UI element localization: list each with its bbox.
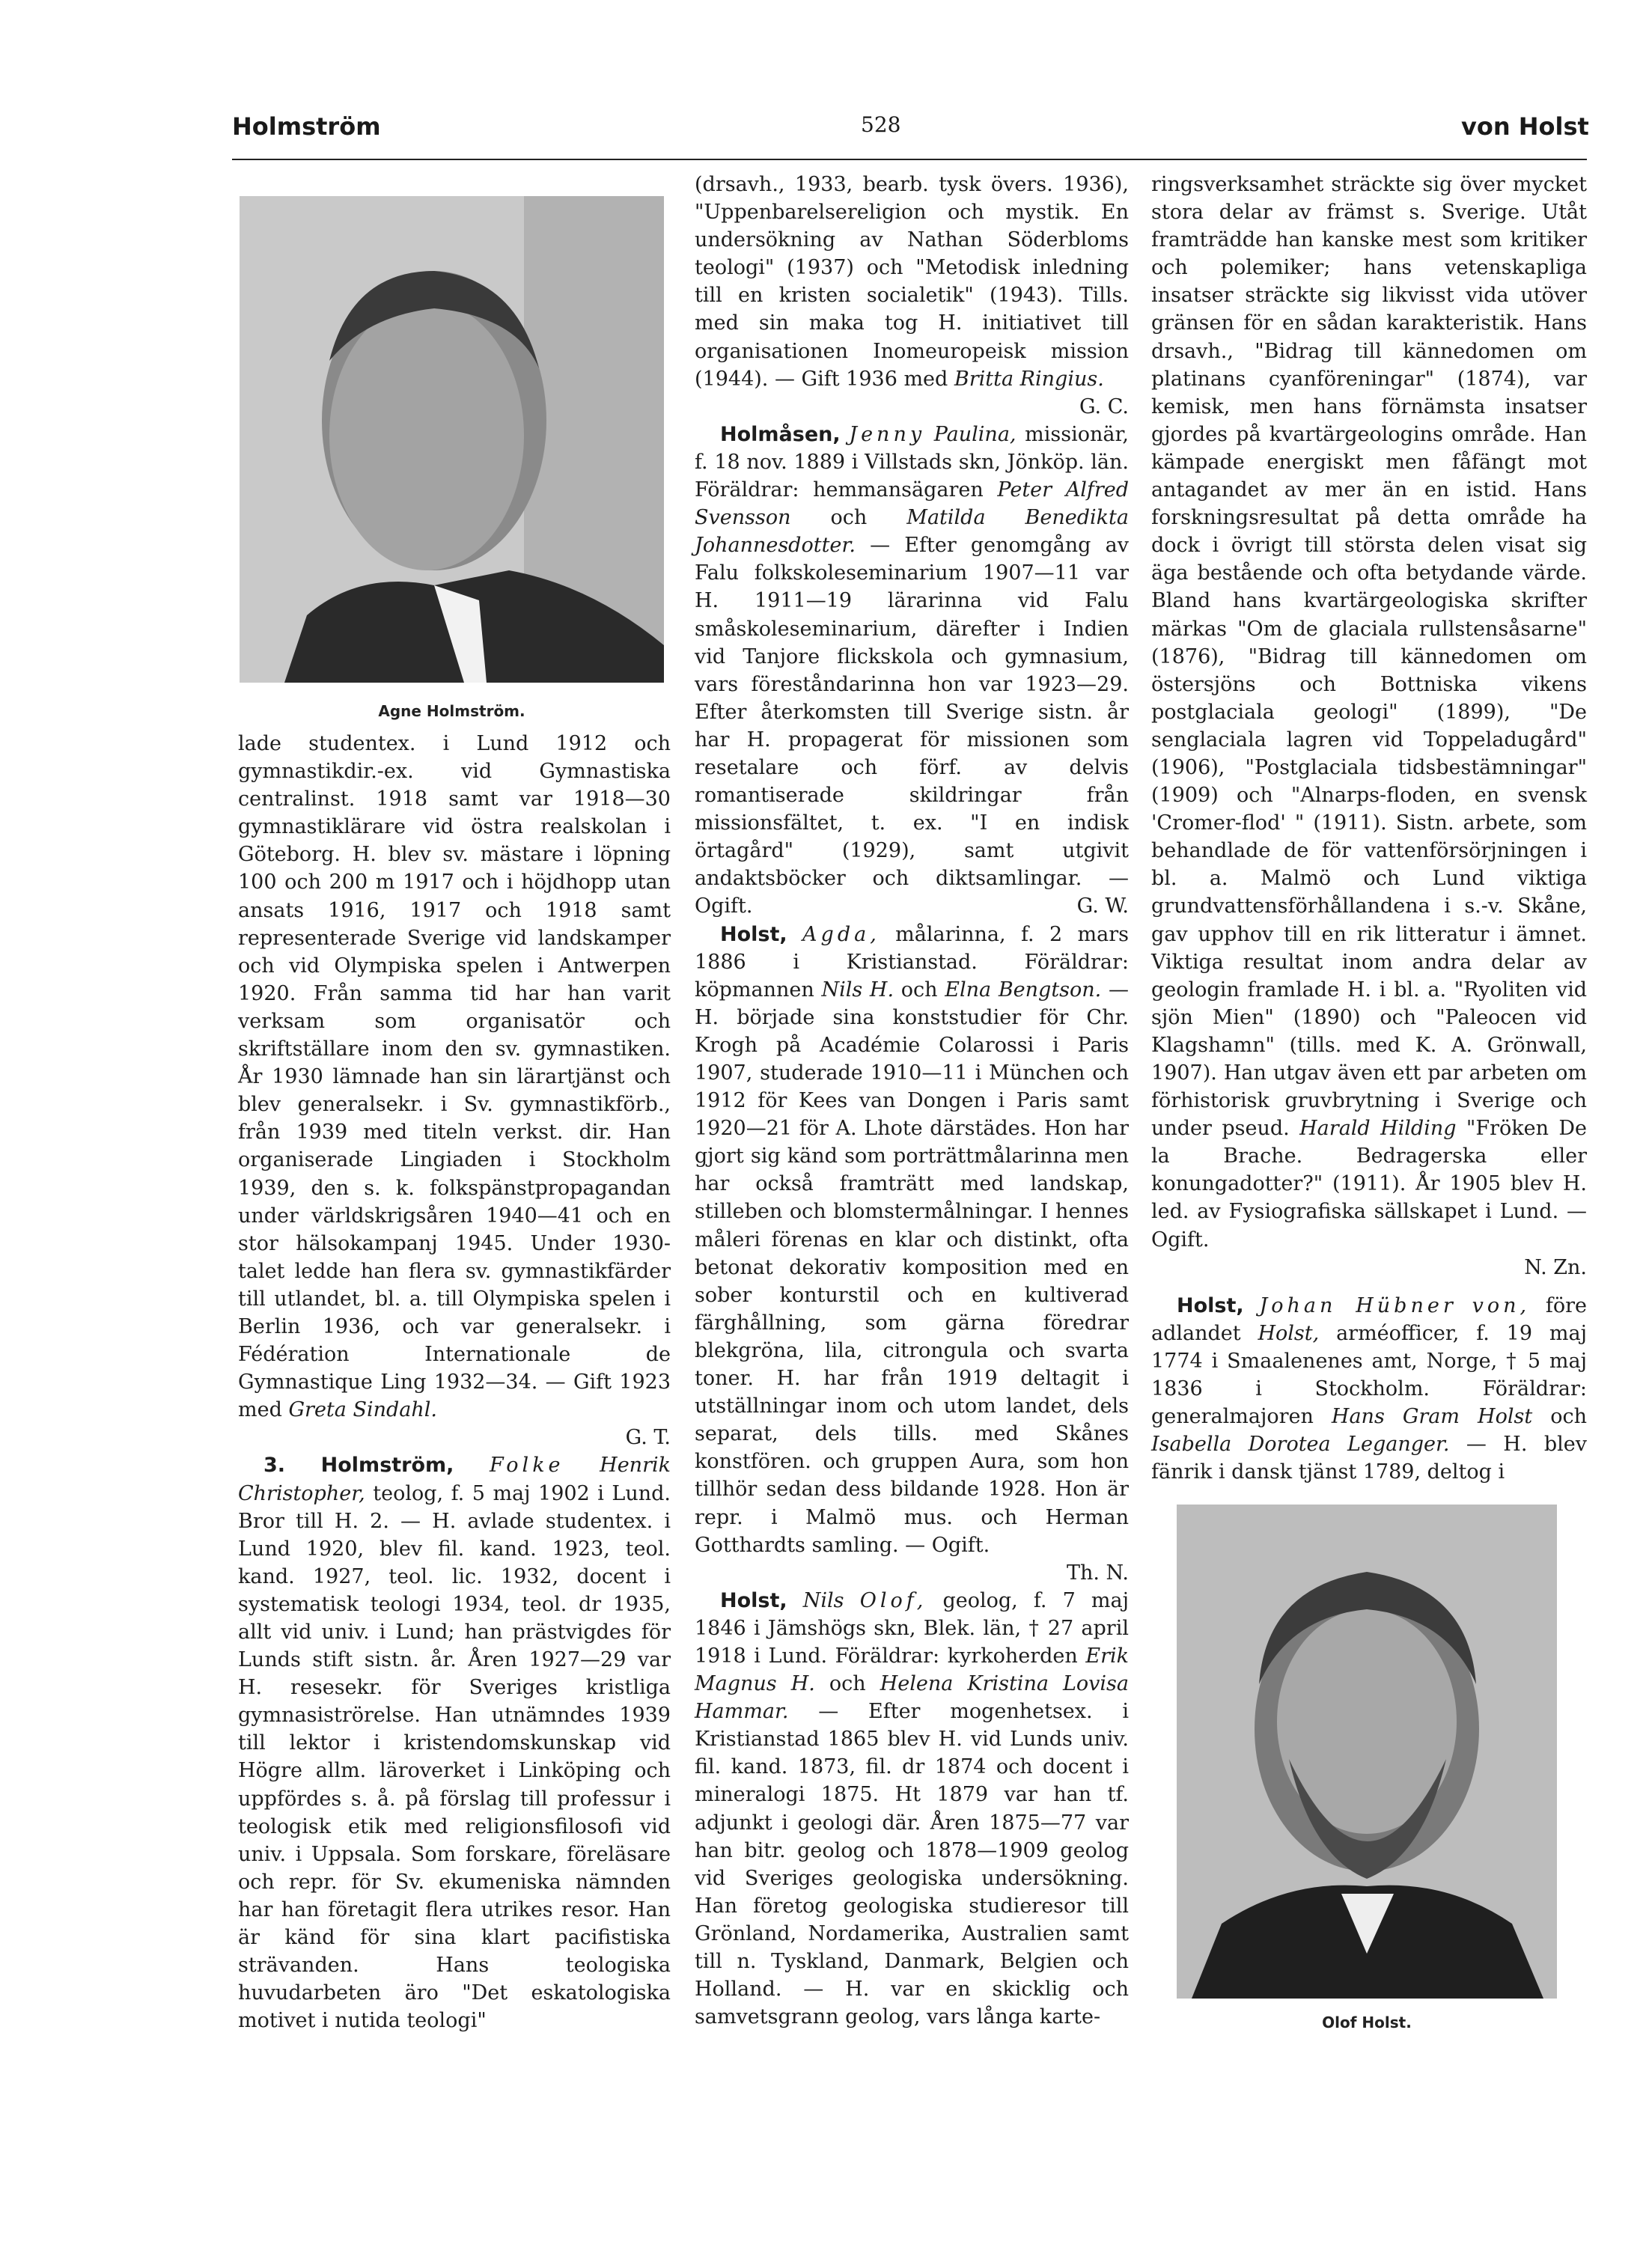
photo-caption-2: Olof Holst. xyxy=(1322,2013,1412,2031)
entry-agda-holst xyxy=(695,921,1129,1587)
entry-given-name-2: Paulina, xyxy=(933,422,1017,446)
mother-name: Elna Bengtson. xyxy=(945,978,1102,1002)
mother-name: Isabella Dorotea Leganger. xyxy=(1151,1433,1450,1457)
entry-headword: Holmåsen, xyxy=(720,422,841,446)
paragraph-text-2: "Fröken De la Brache. Bedragerska eller konungadotter?" (1911). År 1905 blev H. led. av Fysiografiska sällskapet i Lund. — Ogift. xyxy=(1151,1117,1587,1252)
entry-given-name-2: Olof, xyxy=(859,1588,927,1612)
mother-name: Helena Kristina Lovisa Hammar. xyxy=(695,1672,1129,1724)
entry-given-name-2: Henrik Christopher, xyxy=(238,1454,671,1505)
running-head-right: von Holst xyxy=(1461,112,1589,141)
paragraph-text: geolog, f. 7 maj 1846 i Jämshögs skn, Blek. län, † 27 april 1918 i Lund. Föräldrar: kyrkoherden xyxy=(695,1588,1129,1668)
column-3 xyxy=(1151,171,1587,1486)
paragraph-text-2: — Efter mogenhetsex. i Kristianstad 1865 blev H. vid Lunds univ. fil. kand. 1873, fil. dr 1874 och docent i mineralogi 1875. Ht 1879 var han tf. adjunkt i geologi där. Åren 1875—77 var han bitr. geolog och 1878—1909 geolog vid Sveriges geologiska undersökning. Han företog geologiska studieresor till Grönland, Nordamerika, Australien samt till n. Tyskland, Danmark, Belgien och Holland. — H. var en skicklig och samvetsgrann geolog, vars långa karte- xyxy=(695,1700,1129,2029)
running-head-left: Holmström xyxy=(232,112,381,141)
father-name: Peter Alfred Svensson xyxy=(695,478,1129,530)
page-number: 528 xyxy=(861,112,901,137)
paragraph-text: ringsverksamhet sträckte sig över mycket stora delar av främst s. Sverige. Utåt framträdde han kanske mest som kritiker och polemiker; hans vetenskapliga insatser sträckte sig likvisst vida utöver gränsen för en sådan karakteristik. Hans drsavh., "Bidrag till kännedomen om platinans cyanföreningar" (1874), var kemisk, men hans förnämsta insatser gjordes på kvartärgeologins område. Han kämpade energiskt men fåfängt mot antagandet av mer än en istid. Hans forskningsresultat på detta område ha dock i övrigt till största delen visat sig äga bestående och ofta betydande värde. Bland hans kvartärgeologiska skrifter märkas "Om de glaciala rullstensåsarne" (1876), "Bidrag till kännedomen om östersjöns och Bottniska vikens postglaciala geologi" (1899), "De senglaciala lagren vid Toppeladugård" (1906), "Postglaciala tidsbestämningar" (1909) och "Alnarps-floden, en svensk 'Cromer-flod' " (1911). Sistn. arbete, som behandlade de för vattenförsörjningen i bl. a. Malmö och Lund viktiga grundvattensförhållandena i s.-v. Skåne, gav upphov till en rik litteratur i ämnet. Viktiga resultat inom andra delar av geologin framlade H. i bl. a. "Ryoliten vid sjön Mien" (1890) och "Paleocen vid Klagshamn" (tills. med K. A. Grönwall, 1907). Han utgav även ett par arbeten om förhistorisk gruvbrytning i Sverige och under pseud. xyxy=(1151,173,1587,1141)
entry-jenny-holmasen xyxy=(695,421,1129,921)
article-continuation xyxy=(1151,171,1587,1281)
author-signature: Th. N. xyxy=(1066,1561,1129,1585)
entry-given-name: Jenny xyxy=(849,422,926,446)
spouse-name: Britta Ringius. xyxy=(954,367,1104,391)
paragraph-text-2: arméofficer, f. 19 maj 1774 i Smaalenenes amt, Norge, † 5 maj 1836 i Stockholm. Föräldrar: generalmajoren xyxy=(1151,1321,1587,1429)
article-continuation xyxy=(695,171,1129,418)
paragraph-text-2: — Efter genomgång av Falu folkskoleseminarium 1907—11 var H. 1911—19 lärarinna vid Falu småskoleseminarium, därefter i Indien vid Tanjore flickskola och gymnasium, vars föreståndarinna hon var 1923—29. Efter återkomsten till Sverige sistn. år har H. propagerat för missionen som resetalare och förf. av delvis romantiserade skildringar från missionsfältet, t. ex. "I en indisk örtagård" (1929), samt utgivit andaktsböcker och diktsamlingar. — Ogift. xyxy=(695,534,1129,918)
conjunction: och xyxy=(830,506,868,530)
paragraph-text-2: — H. började sina konststudier för Chr. Krogh på Académie Colarossi i Paris 1907, studerade 1910—11 i München och 1912 för Kees van Dongen i Paris samt 1920—21 för A. Lhote därstädes. Hon har gjort sig känd som porträttmålarinna men har också framträtt med landskap, stilleben och blomstermålningar. I hennes måleri förenas en klar och distinkt, ofta betonat dekorativ komposition med en sober konturstil och en kultiverad färghållning, som gärna föredrar blekgröna, lila, citrongula och svarta toner. H. har från 1919 deltagit i utställningar inom och utom landet, dels separat, dels tills. med Skånes konstfören. och gruppen Aura, som hon tillhör sedan dess bildande 1928. Hon är repr. i Malmö mus. och Herman Gotthardts samling. — Ogift. xyxy=(695,978,1129,1557)
paragraph-text: målarinna, f. 2 mars 1886 i Kristianstad. Föräldrar: köpmannen xyxy=(695,922,1129,1002)
header-rule xyxy=(232,159,1587,160)
mother-name: Matilda Benedikta Johannesdotter. xyxy=(695,506,1129,558)
paragraph-text-3: — H. blev fänrik i dansk tjänst 1789, deltog i xyxy=(1151,1433,1587,1484)
paragraph-text: (drsavh., 1933, bearb. tysk övers. 1936), "Uppenbarelsereligion och mystik. En undersökning av Nathan Söderbloms teologi" (1937) och "Metodisk inledning till en kristen socialetik" (1943). Tills. med sin maka tog H. initiativet till organisationen Inomeuropeisk mission (1944). — Gift 1936 med xyxy=(695,173,1129,391)
author-signature: G. W. xyxy=(1076,894,1129,918)
author-signature: G. C. xyxy=(1079,394,1129,418)
entry-number: 3. xyxy=(263,1454,286,1478)
entry-given-name: Folke xyxy=(490,1454,564,1478)
former-surname: Holst, xyxy=(1258,1321,1320,1345)
entry-folke-holmstrom xyxy=(238,1451,671,2034)
paragraph-text: teolog, f. 5 maj 1902 i Lund. Bror till H. 2. — H. avlade studentex. i Lund 1920, blev fil. kand. 1923, teol. kand. 1927, teol. lic. 1932, docent i systematisk teologi 1934, teol. dr 1935, allt vid univ. i Lund; han prästvigdes för Lunds stift sistn. år. Åren 1927—29 var H. resesekr. för Sveriges kristliga gymnasiströrelse. Han utnämndes 1939 till lektor i kristendomskunskap vid Högre allm. läroverket i Linköping och uppfördes s. å. på förslag till professur i teologisk etik med religionsfilosofi vid univ. i Uppsala. Som forskare, föreläsare och repr. för Sv. ekumeniska nämnden har han företagit flera utrikes resor. Han är känd för sina klart pacifistiska strävanden. Hans teologiska huvudarbeten äro "Det eskatologiska motivet i nutida teologi" xyxy=(238,1481,671,2033)
portrait-olof-holst xyxy=(1177,1505,1557,1999)
conjunction: och xyxy=(829,1672,866,1696)
entry-given-name: Johan Hübner xyxy=(1259,1293,1457,1317)
father-name: Erik Magnus H. xyxy=(695,1644,1129,1696)
column-1 xyxy=(238,730,671,2034)
photo-caption-1: Agne Holmström. xyxy=(378,702,525,720)
entry-headword: Holst, xyxy=(720,1588,787,1612)
paragraph-text: missionär, f. 18 nov. 1889 i Villstads skn, Jönköp. län. Föräldrar: hemmansägaren xyxy=(695,422,1129,502)
spouse-name: Greta Sindahl. xyxy=(288,1398,437,1422)
entry-given-name: Nils xyxy=(802,1588,844,1612)
entry-nobiliary-particle: von, xyxy=(1472,1293,1531,1317)
paragraph-text: lade studentex. i Lund 1912 och gymnastikdir.-ex. vid Gymnastiska centralinst. 1918 samt var 1918—30 gymnastiklärare vid östra realskolan i Göteborg. H. blev sv. mästare i löpning 100 och 200 m 1917 och i höjdhopp utan ansats 1916, 1917 och 1918 samt representerade Sverige vid landskamper och vid Olympiska spelen i Antwerpen 1920. Från samma tid har han varit verksam som organisatör och skriftställare inom den sv. gymnastiken. År 1930 lämnade han sin lärartjänst och blev generalsekr. i Sv. gymnastikförb., från 1939 med titeln verkst. dir. Han organiserade Lingiaden i Stockholm 1939, den s. k. folkspänstpropagandan under världskrigsåren 1940—41 och en stor hälsokampanj 1945. Under 1930-talet ledde han flera sv. gymnastikfärder till utlandet, bl. a. till Olympiska spelen i Berlin 1936, och var generalsekr. i Fédération Internationale de Gymnastique Ling 1932—34. — Gift 1923 med xyxy=(238,732,671,1422)
paragraph-text: före adlandet xyxy=(1151,1293,1588,1345)
column-2 xyxy=(695,171,1129,2031)
entry-given-name: Agda, xyxy=(802,922,880,946)
entry-johan-hubner-von-holst xyxy=(1151,1292,1587,1487)
author-signature: G. T. xyxy=(625,1426,671,1450)
author-signature: N. Zn. xyxy=(1524,1255,1587,1279)
portrait-agne-holmstrom xyxy=(240,196,664,683)
entry-headword: Holst, xyxy=(1177,1293,1244,1317)
pseudonym: Harald Hilding xyxy=(1299,1117,1457,1141)
conjunction: och xyxy=(900,978,938,1002)
father-name: Hans Gram Holst xyxy=(1331,1405,1533,1429)
conjunction: och xyxy=(1550,1405,1587,1429)
entry-olof-holst xyxy=(695,1587,1129,2031)
entry-headword: Holmström, xyxy=(320,1454,454,1478)
article-continuation xyxy=(238,730,671,1451)
father-name: Nils H. xyxy=(821,978,894,1002)
entry-headword: Holst, xyxy=(720,922,787,946)
